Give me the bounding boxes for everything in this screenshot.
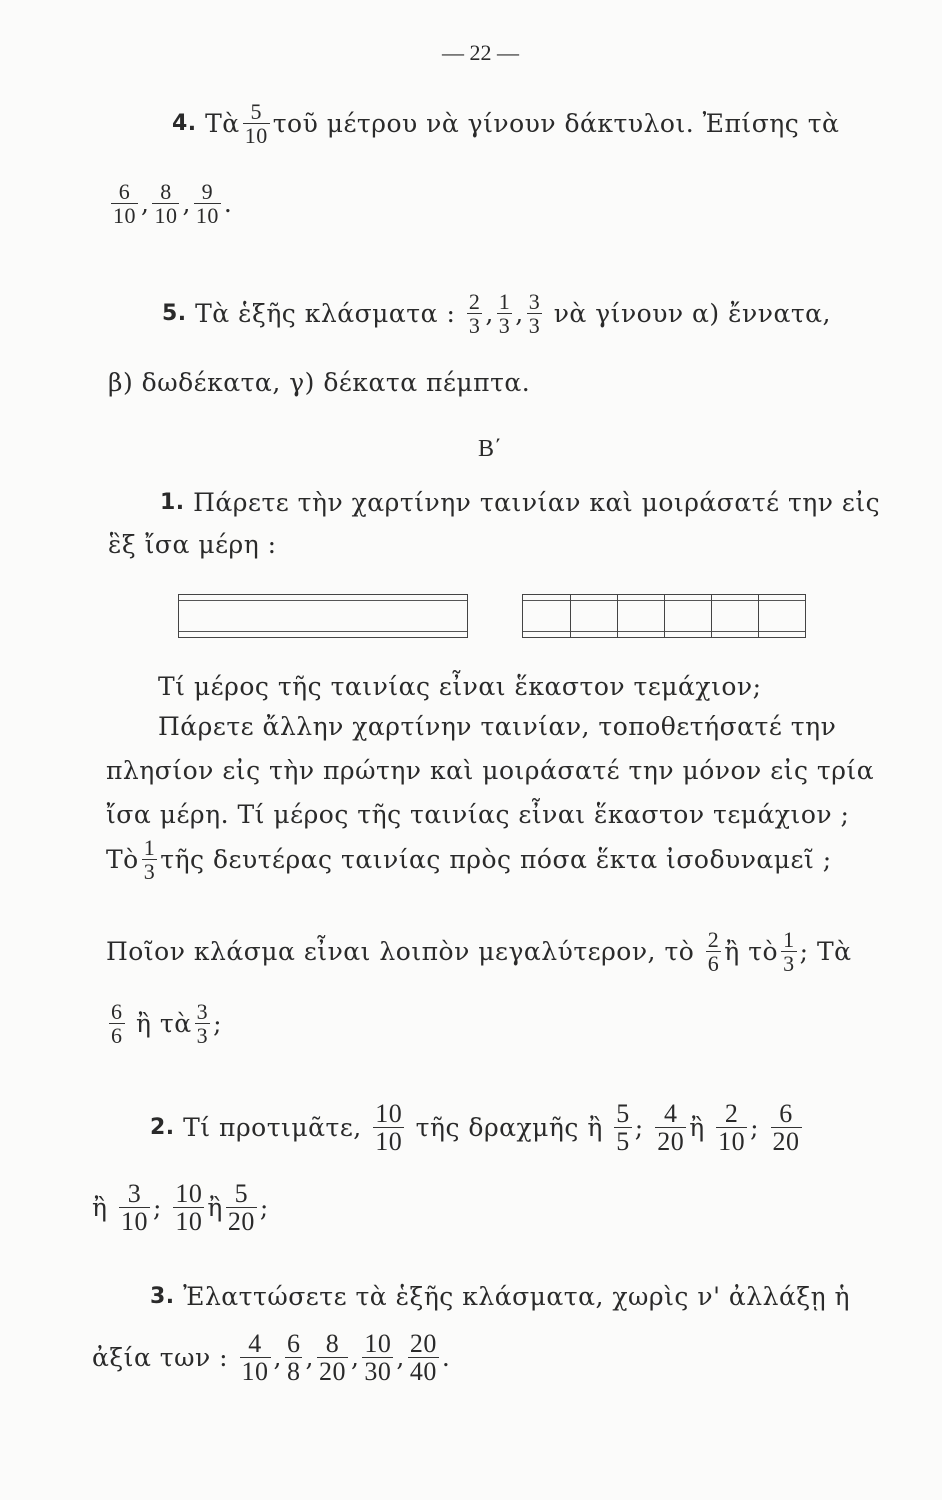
fraction: $\frac{8}{20}$ xyxy=(318,1329,346,1387)
text: ; Τὰ xyxy=(799,937,852,967)
fraction: $\frac{4}{20}$ xyxy=(657,1099,685,1157)
separator: ; xyxy=(152,1193,162,1223)
b1-para2-line2: πλησίον εἰς τὴν πρώτην καὶ μοιράσατέ την μόνον εἰς τρία xyxy=(106,756,875,785)
strip-divider xyxy=(758,595,759,637)
paper-strip-sixths xyxy=(522,594,806,638)
fraction: $\frac{6}{6}$ xyxy=(111,999,123,1049)
text: Ποῖον κλάσμα εἶναι λοιπὸν μεγαλύτερον, τὸ xyxy=(106,937,695,967)
fraction: $\frac{2}{10}$ xyxy=(718,1099,746,1157)
text: Τί προτιμᾶτε, xyxy=(183,1113,362,1143)
fraction: $\frac{5}{20}$ xyxy=(227,1179,255,1237)
fraction: $\frac{8}{10}$ xyxy=(154,179,178,229)
b1-para2-line3: ἴσα μέρη. Τί μέρος τῆς ταινίας εἶναι ἕκαστον τεμάχιον ; xyxy=(106,800,850,829)
strip-divider xyxy=(570,595,571,637)
fraction: $\frac{10}{30}$ xyxy=(364,1329,392,1387)
text: Τὰ xyxy=(205,109,240,139)
separator: ; xyxy=(634,1113,644,1143)
exercise-bullet: 2. xyxy=(150,1115,175,1141)
exercise-bullet: 3. xyxy=(150,1284,175,1309)
fraction: $\frac{10}{10}$ xyxy=(375,1099,403,1157)
fraction: $\frac{6}{10}$ xyxy=(113,179,136,229)
exercise-4-line1 xyxy=(172,100,839,147)
fraction: $\frac{6}{8}$ xyxy=(286,1329,301,1387)
text: Ἐλαττώσετε τὰ ἑξῆς κλάσματα, χωρὶς ν' ἀλλάξῃ ἡ xyxy=(183,1282,851,1311)
paper-strip-whole xyxy=(178,594,468,638)
exercise-bullet: 1. xyxy=(160,490,185,515)
text: ἢ xyxy=(92,1193,108,1223)
fraction: $\frac{9}{10}$ xyxy=(195,179,219,229)
text: νὰ γίνουν α) ἔννατα, xyxy=(553,299,831,329)
period: . xyxy=(223,189,233,219)
b1-para2-line1: Πάρετε ἄλλην χαρτίνην ταινίαν, τοποθετήσατέ την xyxy=(158,712,837,741)
fraction: $\frac{1}{3}$ xyxy=(143,835,156,885)
strip-divider xyxy=(617,595,618,637)
b1-para3 xyxy=(106,836,832,883)
fraction: $\frac{2}{3}$ xyxy=(468,289,481,339)
section-title: Β΄ xyxy=(478,436,502,462)
exercise-bullet: 5. xyxy=(162,301,187,327)
exercise-4-line2 xyxy=(108,180,232,227)
text: τοῦ μέτρου νὰ γίνουν δάκτυλοι. Ἐπίσης τὰ xyxy=(272,109,840,139)
text: τῆς δραχμῆς ἢ xyxy=(415,1113,603,1143)
b3-line2: ἀξία των : $\frac{4}{10}$ , $\frac{6}{8}$ , $\frac{8}{20}$ , $\frac{10}{30}$ , $\frac{20}{40}$ . xyxy=(92,1329,451,1387)
fraction: $\frac{4}{10}$ xyxy=(241,1329,269,1387)
exercise-5-line1: 5. Τὰ ἑξῆς κλάσματα : $\frac{2}{3}$ , $\frac{1}{3}$ , $\frac{3}{3}$ νὰ γίνουν α) ἔννατα, xyxy=(162,289,831,339)
text: ἢ τὸ xyxy=(724,937,779,967)
text: ἀξία των : xyxy=(92,1343,229,1373)
fraction: $\frac{1}{3}$ xyxy=(783,927,795,977)
fraction: $\frac{3}{10}$ xyxy=(120,1179,148,1237)
b3-line1 xyxy=(150,1282,850,1311)
fraction: $\frac{5}{10}$ xyxy=(244,99,268,149)
separator: , xyxy=(141,189,150,219)
b1-para5 xyxy=(106,1000,222,1047)
text: τῆς δευτέρας ταινίας πρὸς πόσα ἕκτα ἰσοδυναμεῖ ; xyxy=(160,845,832,875)
fraction: $\frac{10}{10}$ xyxy=(175,1179,203,1237)
text: Τὸ xyxy=(106,845,139,875)
text: ; xyxy=(213,1009,223,1039)
exercise-5-line2: β) δωδέκατα, γ) δέκατα πέμπτα. xyxy=(108,368,531,397)
b1-question: Τί μέρος τῆς ταινίας εἶναι ἕκαστον τεμάχιον; xyxy=(158,672,762,701)
fraction: $\frac{1}{3}$ xyxy=(498,289,511,339)
separator: , xyxy=(182,189,191,219)
fraction: $\frac{3}{3}$ xyxy=(528,289,541,339)
separator: ; xyxy=(259,1193,269,1223)
fraction: $\frac{3}{3}$ xyxy=(196,999,209,1049)
fraction: $\frac{5}{5}$ xyxy=(616,1099,630,1157)
b1-line1 xyxy=(160,488,880,517)
text: ἢ xyxy=(689,1113,705,1143)
text: Τὰ ἑξῆς κλάσματα : xyxy=(195,299,456,329)
strip-divider xyxy=(711,595,712,637)
b2-line2 xyxy=(92,1180,269,1236)
fraction: $\frac{6}{20}$ xyxy=(772,1099,800,1157)
text: ἢ τὰ xyxy=(135,1009,192,1039)
page-number: — 22 — xyxy=(442,40,519,65)
b1-line2: ἓξ ἴσα μέρη : xyxy=(108,530,277,559)
text: Πάρετε τὴν χαρτίνην ταινίαν καὶ μοιράσατέ την εἰς xyxy=(193,488,881,517)
separator: ; xyxy=(750,1113,760,1143)
fraction: $\frac{20}{40}$ xyxy=(409,1329,437,1387)
fraction: $\frac{2}{6}$ xyxy=(707,927,720,977)
exercise-bullet: 4. xyxy=(172,111,197,137)
strip-divider xyxy=(664,595,665,637)
b1-para4 xyxy=(106,928,852,975)
b2-line1 xyxy=(150,1100,805,1156)
text: ἢ xyxy=(207,1193,223,1223)
